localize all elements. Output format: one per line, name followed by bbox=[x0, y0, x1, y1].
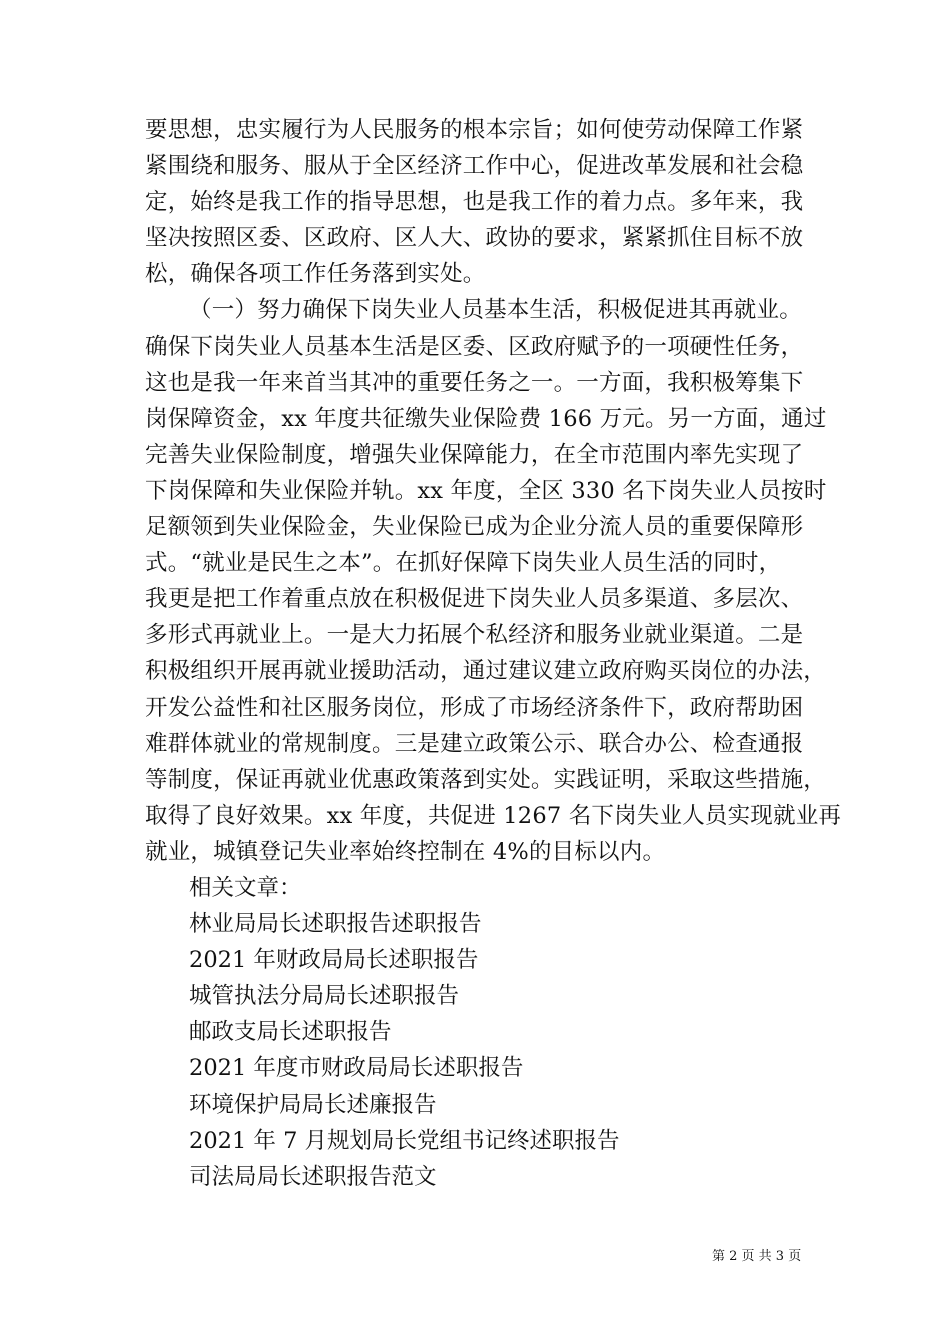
text-line: 多形式再就业上。一是大力拓展个私经济和服务业就业渠道。二是 bbox=[145, 622, 804, 649]
text-line: 我更是把工作着重点放在积极促进下岗失业人员多渠道、多层次、 bbox=[145, 586, 804, 613]
related-article-link[interactable]: 2021 年度市财政局局长述职报告 bbox=[189, 1055, 524, 1082]
related-article-link[interactable]: 2021 年 7 月规划局长党组书记终述职报告 bbox=[189, 1127, 620, 1154]
text-line: 取得了良好效果。xx 年度，共促进 1267 名下岗失业人员实现就业再 bbox=[145, 802, 842, 829]
paragraph-reemployment bbox=[145, 292, 842, 870]
document-body bbox=[145, 112, 842, 1195]
text-line: 开发公益性和社区服务岗位，形成了市场经济条件下，政府帮助困 bbox=[145, 694, 804, 721]
text-line: 难群体就业的常规制度。三是建立政策公示、联合办公、检查通报 bbox=[145, 730, 804, 757]
text-line: 松，确保各项工作任务落到实处。 bbox=[145, 261, 486, 288]
section-heading-line: （一）努力确保下岗失业人员基本生活，积极促进其再就业。 bbox=[189, 297, 802, 324]
text-line: 就业，城镇登记失业率始终控制在 4%的目标以内。 bbox=[145, 838, 666, 865]
text-line: 足额领到失业保险金，失业保险已成为企业分流人员的重要保障形 bbox=[145, 514, 804, 541]
related-article-link[interactable]: 2021 年财政局局长述职报告 bbox=[189, 947, 479, 974]
page-number-footer: 第 2 页 共 3 页 bbox=[712, 1249, 802, 1264]
related-article-link[interactable]: 环境保护局局长述廉报告 bbox=[189, 1091, 437, 1118]
related-articles-title: 相关文章： bbox=[189, 874, 302, 901]
text-line: 岗保障资金，xx 年度共征缴失业保险费 166 万元。另一方面，通过 bbox=[145, 405, 827, 432]
text-line: 这也是我一年来首当其冲的重要任务之一。一方面，我积极筹集下 bbox=[145, 369, 804, 396]
related-article-link[interactable]: 城管执法分局局长述职报告 bbox=[189, 983, 460, 1010]
related-articles bbox=[145, 870, 805, 1195]
text-line: 定，始终是我工作的指导思想，也是我工作的着力点。多年来，我 bbox=[145, 189, 804, 216]
text-line: 等制度，保证再就业优惠政策落到实处。实践证明，采取这些措施， bbox=[145, 766, 827, 793]
text-line: 确保下岗失业人员基本生活是区委、区政府赋予的一项硬性任务， bbox=[145, 333, 804, 360]
text-line: 积极组织开展再就业援助活动，通过建议建立政府购买岗位的办法， bbox=[145, 658, 827, 685]
text-line: 坚决按照区委、区政府、区人大、政协的要求，紧紧抓住目标不放 bbox=[145, 225, 804, 252]
text-line: 紧围绕和服务、服从于全区经济工作中心，促进改革发展和社会稳 bbox=[145, 153, 804, 180]
related-article-link[interactable]: 司法局局长述职报告范文 bbox=[189, 1163, 437, 1190]
related-article-link[interactable]: 邮政支局长述职报告 bbox=[189, 1019, 392, 1046]
related-article-link[interactable]: 林业局局长述职报告述职报告 bbox=[189, 911, 482, 938]
text-line: 式。“就业是民生之本”。在抓好保障下岗失业人员生活的同时， bbox=[145, 550, 782, 577]
text-line: 完善失业保险制度，增强失业保障能力，在全市范围内率先实现了 bbox=[145, 441, 804, 468]
text-line: 要思想，忠实履行为人民服务的根本宗旨；如何使劳动保障工作紧 bbox=[145, 117, 804, 143]
text-line: 下岗保障和失业保险并轨。xx 年度，全区 330 名下岗失业人员按时 bbox=[145, 477, 827, 504]
paragraph-intro bbox=[145, 112, 805, 292]
